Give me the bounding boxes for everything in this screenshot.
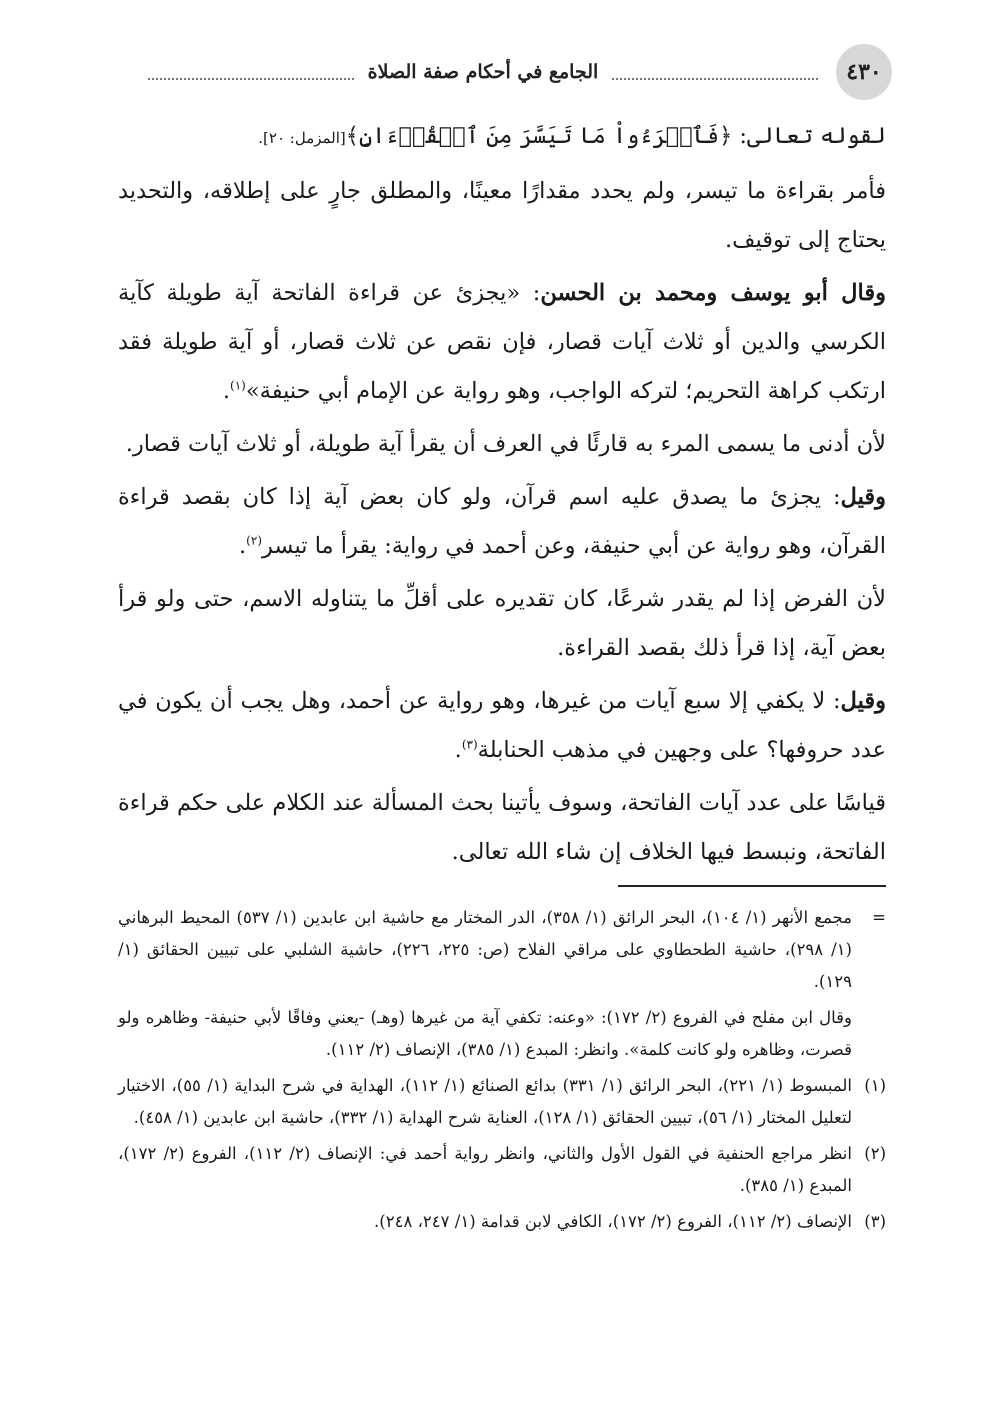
footnote-text: انظر مراجع الحنفية في القول الأول والثاني، وانظر رواية أحمد في: الإنصاف (٢/ ١١٢)، الفروع (٢/ ١٧٢)، المبدع (١/ ٣٨٥). xyxy=(118,1144,852,1195)
footnote-text: وقال ابن مفلح في الفروع (٢/ ١٧٢): «وعنه: تكفي آية من غيرها (وهـ) -يعني وفاقًا لأبي حنيفة- وظاهره ولو قصرت، وظاهره ولو كانت كلمة». وانظر: المبدع (١/ ٣٨٥)، الإنصاف (٢/ ١١٢). xyxy=(118,1008,852,1059)
footnote-ref-1[interactable]: (١) xyxy=(230,378,246,393)
paragraph-2: فأمر بقراءة ما تيسر، ولم يحدد مقدارًا معينًا، والمطلق جارٍ على إطلاقه، والتحديد يحتاج إلى توقيف. xyxy=(118,178,886,253)
running-title: الجامع في أحكام صفة الصلاة xyxy=(367,61,599,83)
footnote-text: الإنصاف (٢/ ١١٢)، الفروع (٢/ ١٧٢)، الكافي لابن قدامة (١/ ٢٤٧، ٢٤٨). xyxy=(374,1212,852,1231)
footnote-text: مجمع الأنهر (١/ ١٠٤)، البحر الرائق (١/ ٣٥٨)، الدر المختار مع حاشية ابن عابدين (١/ ٥٣٧) المحيط البرهاني (١/ ٢٩٨)، حاشية الطحطاوي على مراقي الفلاح (ص: ٢٢٥، ٢٢٦)، حاشية الشلبي على تبيين الحقائق (١/ ١٢٩). xyxy=(118,908,853,991)
footnote-marker: (١) xyxy=(864,1076,886,1095)
paragraph-5 xyxy=(118,473,886,571)
quran-reference: [المزمل: ٢٠]. xyxy=(258,129,346,147)
footnote-marker: = xyxy=(872,908,886,927)
footnote-1 xyxy=(118,1070,886,1134)
footnote-marker xyxy=(852,1002,886,1066)
paragraph-7 xyxy=(118,677,886,775)
paragraph-5-bold: وقيل xyxy=(840,484,886,510)
footnote-marker: (٣) xyxy=(864,1212,886,1231)
footnote-ref-2[interactable]: (٢) xyxy=(246,533,262,548)
paragraph-5-end: . xyxy=(239,533,247,559)
footnote-text: المبسوط (١/ ٢٢١)، البحر الرائق (١/ ٣٣١) بدائع الصنائع (١/ ١١٢)، الهداية في شرح البداية (١/ ٥٥)، الاختيار لتعليل المختار (١/ ٥٦)، تبيين الحقائق (١/ ١٢٨)، العناية شرح الهداية (١/ ٣٣٢)، حاشية ابن عابدين (١/ ٤٥٨). xyxy=(118,1076,852,1127)
paragraph-3 xyxy=(118,269,886,416)
paragraph-3-text: : «يجزئ عن قراءة الفاتحة آية طويلة كآية الكرسي والدين أو ثلاث آيات قصار، فإن نقص عن ثلاث قصار، أو آية طويلة فقد ارتكب كراهة التحريم؛ لتركه الواجب، وهو رواية عن الإمام أبي حنيفة» xyxy=(118,280,886,404)
header-dots-right xyxy=(612,64,818,80)
paragraph-7-text: : لا يكفي إلا سبع آيات من غيرها، وهو رواية عن أحمد، وهل يجب أن يكون في عدد حروفها؟ على وجهين في مذهب الحنابلة xyxy=(118,688,886,763)
footnote-separator xyxy=(618,885,886,887)
paragraph-3-bold: وقال أبو يوسف ومحمد بن الحسن xyxy=(540,280,886,306)
paragraph-3-end: . xyxy=(222,378,231,404)
paragraph-7-bold: وقيل xyxy=(840,688,886,714)
paragraph-6: لأن الفرض إذا لم يقدر شرعًا، كان تقديره على أقلِّ ما يتناوله الاسم، حتى ولو قرأ بعض آية، إذا قرأ ذلك بقصد القراءة. xyxy=(118,586,886,661)
footnote-3 xyxy=(118,1206,886,1238)
paragraph-7-end: . xyxy=(454,737,462,763)
paragraph-8: قياسًا على عدد آيات الفاتحة، وسوف يأتينا بحث المسألة عند الكلام على حكم قراءة الفاتحة، ونبسط فيها الخلاف إن شاء الله تعالى. xyxy=(118,790,886,865)
footnote-continued-note xyxy=(118,1002,886,1066)
paragraph-5-text: : يجزئ ما يصدق عليه اسم قرآن، ولو كان بعض آية إذا كان بقصد قراءة القرآن، وهو رواية عن أبي حنيفة، وعن أحمد في رواية: يقرأ ما تيسر xyxy=(118,484,886,559)
footnote-continued xyxy=(118,902,886,998)
footnote-marker: (٢) xyxy=(864,1144,886,1163)
paragraph-1-lead: لقوله تعالى: xyxy=(732,123,886,149)
running-head xyxy=(148,58,818,86)
paragraph-4: لأن أدنى ما يسمى المرء به قارئًا في العرف أن يقرأ آية طويلة، أو ثلاث آيات قصار. xyxy=(125,431,886,457)
header-dots-left xyxy=(148,64,354,80)
footnote-ref-3[interactable]: (٣) xyxy=(461,737,478,752)
main-text xyxy=(118,112,886,881)
footnote-2 xyxy=(118,1138,886,1202)
quran-verse: ﴿فَٱقۡرَءُواْ مَا تَيَسَّرَ مِنَ ٱلۡقُرۡءَانِ﴾ xyxy=(345,123,733,149)
paragraph-1 xyxy=(118,112,886,163)
page-number: ٤٣٠ xyxy=(836,44,892,100)
footnotes xyxy=(118,902,886,1242)
